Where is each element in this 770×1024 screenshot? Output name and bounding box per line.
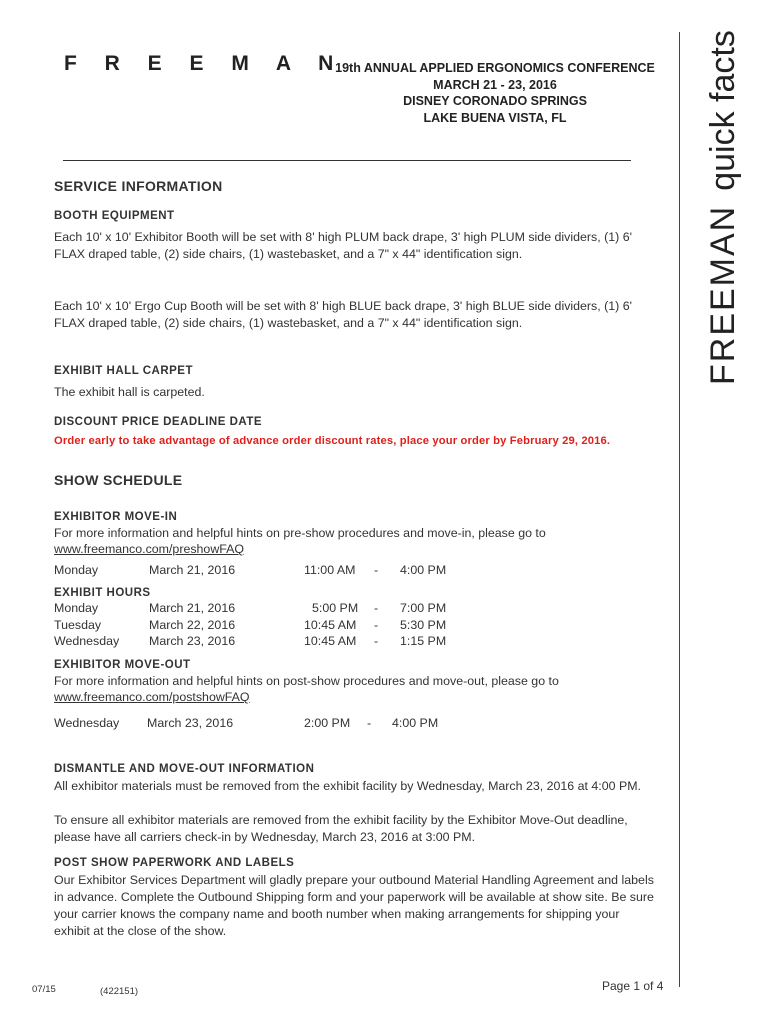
discount-deadline-text: Order early to take advantage of advance order discount rates, place your order by February 29, 2016.	[54, 435, 611, 447]
dismantle-text-2: To ensure all exhibitor materials are removed from the exhibit facility by the Exhibitor Move-Out deadline, please have all carriers check-in by Wednesday, March 23, 2016 at 3:00 PM.	[54, 813, 628, 844]
move-out-heading: EXHIBITOR MOVE-OUT	[54, 659, 191, 671]
carpet-heading: EXHIBIT HALL CARPET	[54, 365, 193, 377]
schedule-start: 10:45 AM	[304, 618, 357, 632]
conference-dates: MARCH 21 - 23, 2016	[433, 77, 557, 92]
schedule-day: Monday	[54, 601, 99, 615]
move-out-text: For more information and helpful hints on post-show procedures and move-out, please go to	[54, 674, 559, 688]
move-in-heading: EXHIBITOR MOVE-IN	[54, 511, 178, 523]
sidebar-divider	[679, 32, 680, 987]
schedule-end: 7:00 PM	[400, 601, 447, 615]
schedule-dash: -	[374, 601, 379, 615]
schedule-date: March 22, 2016	[149, 618, 236, 632]
booth-equipment-heading: BOOTH EQUIPMENT	[54, 210, 175, 222]
post-show-text: Our Exhibitor Services Department will gladly prepare your outbound Material Handling Agreement and labels in advance. Complete the Outbound Shipping form and your paperwork will be available at show site. Be sure your carrier knows the company name and booth number when making arrangements for shipping your exhibit at the close of the show.	[54, 873, 654, 938]
sidebar-brand: FREEMAN	[704, 204, 742, 385]
show-schedule-heading: SHOW SCHEDULE	[54, 472, 183, 488]
schedule-end: 1:15 PM	[400, 634, 447, 648]
schedule-day: Tuesday	[54, 618, 102, 632]
move-out-row	[54, 716, 474, 732]
schedule-dash: -	[374, 618, 379, 632]
conference-title: 19th ANNUAL APPLIED ERGONOMICS CONFERENCE	[335, 61, 655, 75]
service-heading: SERVICE INFORMATION	[54, 178, 223, 194]
exhibit-hours-heading: EXHIBIT HOURS	[54, 587, 151, 599]
schedule-end: 5:30 PM	[400, 618, 447, 632]
header-rule	[63, 160, 631, 161]
page-number: Page 1 of 4	[602, 979, 664, 993]
post-show-heading: POST SHOW PAPERWORK AND LABELS	[54, 857, 295, 869]
schedule-start: 2:00 PM	[304, 716, 351, 730]
schedule-date: March 21, 2016	[149, 563, 236, 577]
postshow-faq-link[interactable]: www.freemanco.com/postshowFAQ	[54, 690, 250, 704]
sidebar-tagline: quick facts	[704, 30, 742, 191]
schedule-end: 4:00 PM	[400, 563, 447, 577]
discount-heading: DISCOUNT PRICE DEADLINE DATE	[54, 416, 263, 428]
schedule-day: Wednesday	[54, 634, 120, 648]
footer-code: (422151)	[100, 986, 139, 997]
booth-equipment-text-2: Each 10' x 10' Ergo Cup Booth will be set with 8' high BLUE back drape, 3' high BLUE side dividers, (1) 6' FLAX draped table, (2) side chairs, (1) wastebasket, and a 7" x 44" identification sign.	[54, 299, 632, 330]
conference-info	[300, 60, 690, 126]
dismantle-heading: DISMANTLE AND MOVE-OUT INFORMATION	[54, 763, 315, 775]
schedule-date: March 21, 2016	[149, 601, 236, 615]
preshow-faq-link[interactable]: www.freemanco.com/preshowFAQ	[54, 542, 245, 556]
move-in-row	[54, 563, 474, 579]
schedule-dash: -	[367, 716, 372, 730]
hours-row	[54, 634, 474, 650]
schedule-end: 4:00 PM	[392, 716, 439, 730]
schedule-start: 11:00 AM	[304, 563, 356, 577]
schedule-date: March 23, 2016	[147, 716, 234, 730]
dismantle-text-1: All exhibitor materials must be removed from the exhibit facility by Wednesday, March 23, 2016 at 4:00 PM.	[54, 779, 641, 793]
sidebar-quick-facts	[703, 30, 743, 385]
hours-row	[54, 601, 474, 617]
freeman-logo: F R E E M A N	[64, 52, 345, 75]
carpet-text: The exhibit hall is carpeted.	[54, 385, 205, 399]
schedule-day: Monday	[54, 563, 99, 577]
schedule-day: Wednesday	[54, 716, 120, 730]
hours-row	[54, 618, 474, 634]
conference-location: LAKE BUENA VISTA, FL	[423, 110, 567, 125]
schedule-start: 5:00 PM	[312, 601, 359, 615]
booth-equipment-text-1: Each 10' x 10' Exhibitor Booth will be set with 8' high PLUM back drape, 3' high PLUM side dividers, (1) 6' FLAX draped table, (2) side chairs, (1) wastebasket, and a 7" x 44" identification sign.	[54, 230, 632, 261]
schedule-dash: -	[374, 563, 379, 577]
schedule-dash: -	[374, 634, 379, 648]
conference-venue: DISNEY CORONADO SPRINGS	[403, 94, 587, 108]
schedule-date: March 23, 2016	[149, 634, 236, 648]
schedule-start: 10:45 AM	[304, 634, 357, 648]
footer-date: 07/15	[32, 984, 56, 995]
move-in-text: For more information and helpful hints on pre-show procedures and move-in, please go to	[54, 526, 546, 540]
